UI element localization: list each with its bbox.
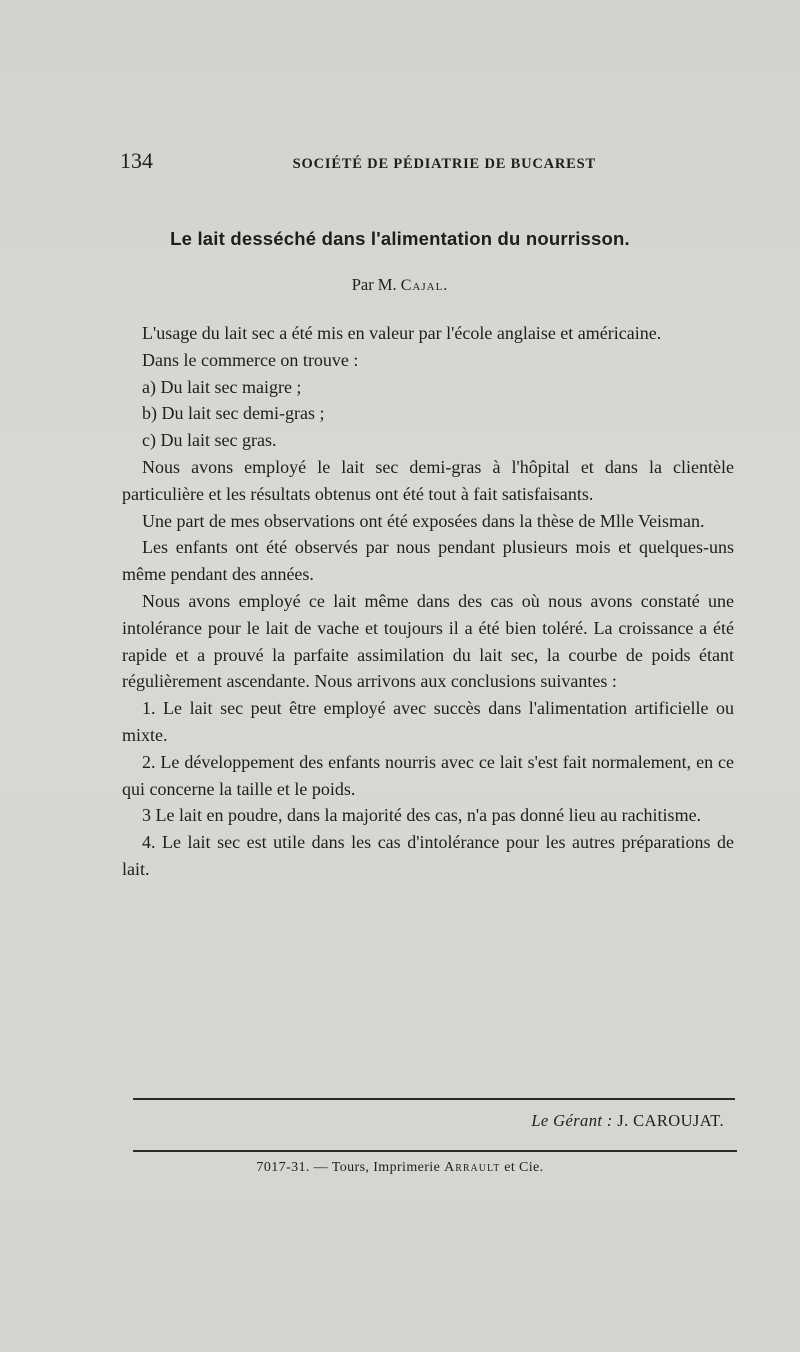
paragraph: L'usage du lait sec a été mis en valeur par l'école anglaise et américaine. — [142, 323, 662, 343]
conclusion-item: 4. Le lait sec est utile dans les cas d'intolérance pour les autres préparations de lait. — [122, 832, 734, 879]
paragraph: Les enfants ont été observés par nous pendant plusieurs mois et quelques-uns même pendant des années. — [122, 537, 734, 585]
paragraph: Dans le commerce on trouve : — [142, 349, 359, 370]
conclusion-item: 1. Le lait sec peut être employé avec succès dans l'alimentation artificielle ou mixte. — [122, 698, 734, 745]
page-number: 134 — [120, 148, 153, 173]
author-prefix: Par M. — [351, 275, 397, 294]
gerant-line — [531, 1111, 724, 1131]
gerant-name: J. CAROUJAT. — [617, 1111, 724, 1130]
gerant-label: Le Gérant : — [531, 1111, 613, 1130]
paragraph: Une part de mes observations ont été exposées dans la thèse de Mlle Veisman. — [142, 510, 705, 531]
imprint-line — [0, 1160, 800, 1176]
article-author — [0, 275, 800, 295]
paragraph: Nous avons employé ce lait même dans des cas où nous avons constaté une intolérance pour le lait de vache et toujours il a été bien toléré. La croissance a été rapide et a prouvé la parfaite assimilation du lait sec, la courbe de poids étant régulièrement ascendante. Nous arrivons aux conclusions suivantes : — [122, 590, 734, 692]
paragraph: Nous avons employé le lait sec demi-gras à l'hôpital et dans la clientèle particulière et les résultats obtenus ont été tout à fait satisfaisants. — [122, 456, 734, 504]
conclusion-item: 2. Le développement des enfants nourris avec ce lait s'est fait normalement, en ce qui concerne la taille et le poids. — [122, 751, 734, 799]
article-title: Le lait desséché dans l'alimentation du nourrisson. — [170, 228, 630, 249]
author-name: Cajal. — [400, 277, 449, 294]
divider — [133, 1150, 737, 1152]
imprint-printer: Arrault — [444, 1160, 501, 1175]
list-item: c) Du lait sec gras. — [142, 430, 277, 451]
list-item: a) Du lait sec maigre ; — [142, 376, 302, 397]
running-header — [120, 148, 596, 174]
list-item: b) Du lait sec demi-gras ; — [142, 403, 325, 424]
journal-title: SOCIÉTÉ DE PÉDIATRIE DE BUCAREST — [292, 156, 596, 172]
divider — [133, 1098, 735, 1100]
imprint-suffix: et Cie. — [504, 1160, 544, 1175]
imprint-prefix: 7017-31. — Tours, Imprimerie — [256, 1160, 441, 1175]
article-body — [122, 320, 734, 883]
conclusion-item: 3 Le lait en poudre, dans la majorité des cas, n'a pas donné lieu au rachitisme. — [142, 805, 702, 826]
